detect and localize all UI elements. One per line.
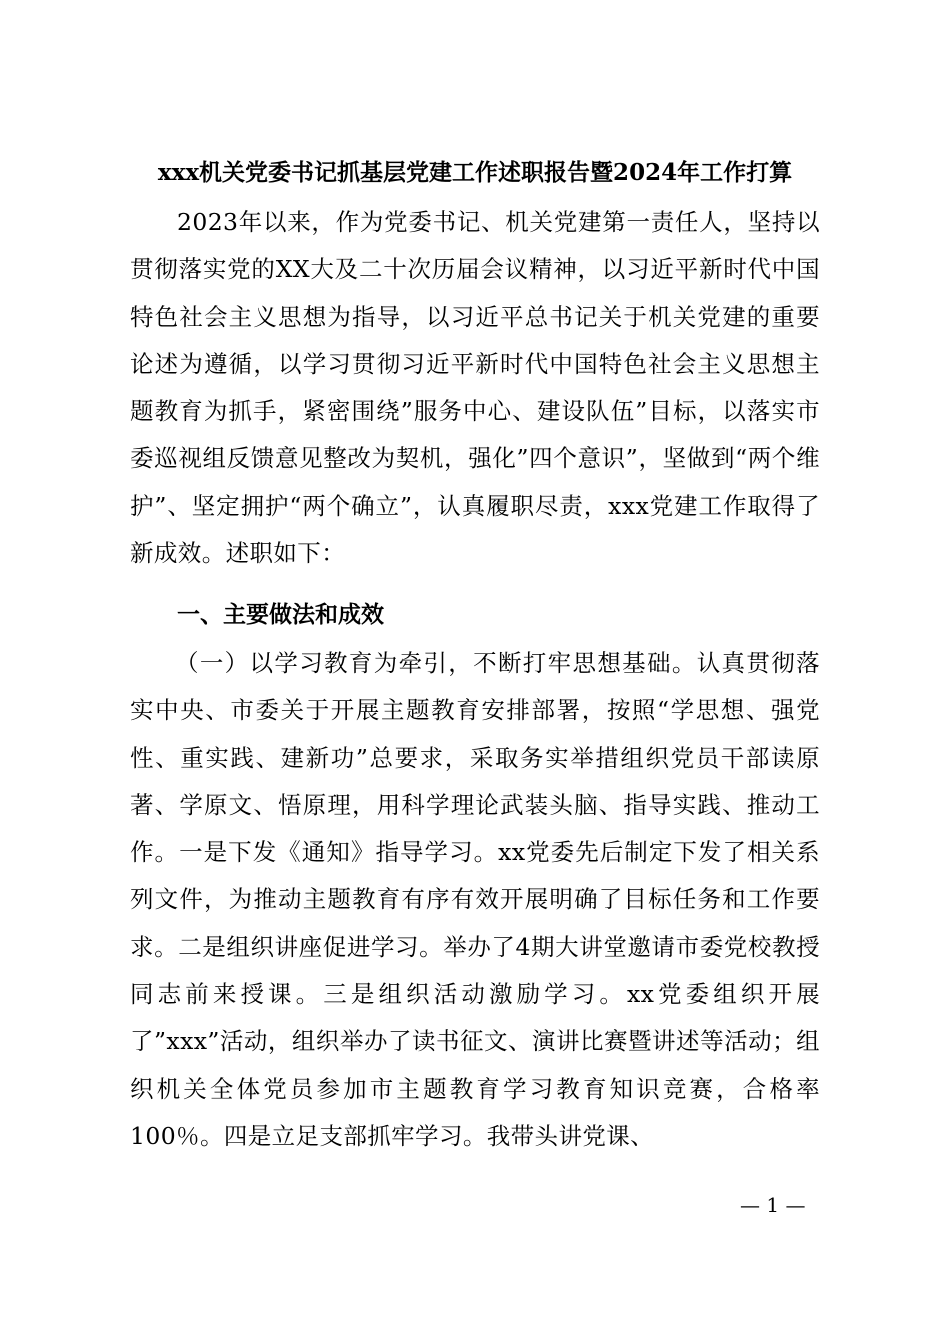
page-number: — 1 —: [740, 1193, 806, 1217]
intro-paragraph: 2023年以来，作为党委书记、机关党建第一责任人，坚持以贯彻落实党的XX大及二十次历届会议精神，以习近平新时代中国特色社会主义思想为指导，以习近平总书记关于机关党建的重要论述为遵循，以学习贯彻习近平新时代中国特色社会主义思想主题教育为抓手，紧密围绕”服务中心、建设队伍”目标，以落实市委巡视组反馈意见整改为契机，强化”四个意识”，坚做到“两个维护”、坚定拥护“两个确立”，认真履职尽责，xxx党建工作取得了新成效。述职如下：: [130, 208, 820, 568]
section-paragraph: （一）以学习教育为牵引，不断打牢思想基础。认真贯彻落实中央、市委关于开展主题教育安排部署，按照“学思想、强党性、重实践、建新功”总要求，采取务实举措组织党员干部读原著、学原文、悟原理，用科学理论武装头脑、指导实践、推动工作。一是下发《通知》指导学习。xx党委先后制定下发了相关系列文件，为推动主题教育有序有效开展明确了目标任务和工作要求。二是组织讲座促进学习。举办了4期大讲堂邀请市委党校教授同志前来授课。三是组织活动激励学习。xx党委组织开展了”xxx”活动，组织举办了读书征文、演讲比赛暨讲述等活动；组织机关全体党员参加市主题教育学习教育知识竞赛，合格率100％。四是立足支部抓牢学习。我带头讲党课、: [130, 649, 820, 1150]
section-heading: 一、主要做法和成效: [177, 602, 384, 628]
document-title: xxx机关党委书记抓基层党建工作述职报告暨2024年工作打算: [157, 159, 793, 186]
